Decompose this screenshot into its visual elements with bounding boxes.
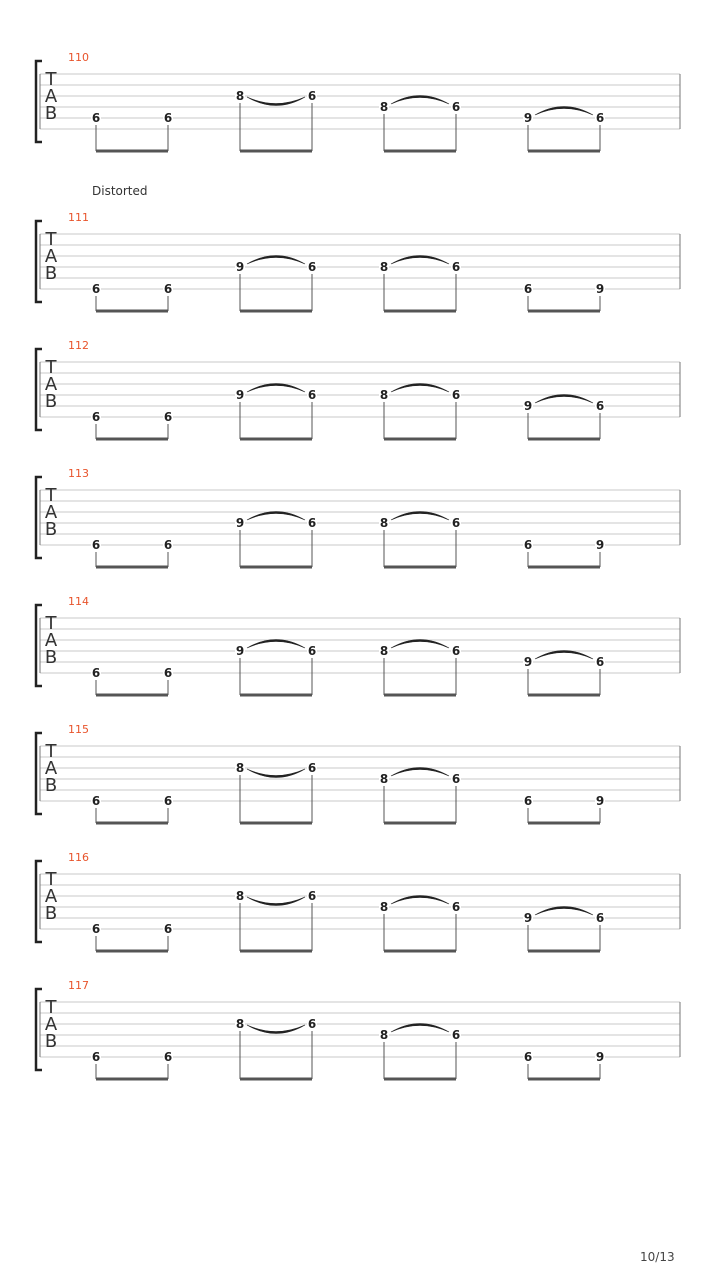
note-beam (384, 1078, 456, 1081)
fret-number: 6 (163, 282, 173, 296)
measure-number: 111 (68, 211, 89, 224)
slur-arc (535, 907, 593, 916)
note-beam (528, 150, 600, 153)
fret-number: 8 (379, 516, 389, 530)
slur-arc (391, 640, 449, 649)
fret-number: 6 (451, 100, 461, 114)
note-beam (384, 310, 456, 313)
slur-arc (247, 256, 305, 265)
fret-number: 6 (91, 538, 101, 552)
note-beam (96, 822, 168, 825)
tab-letter: T (45, 485, 57, 506)
measure-number: 116 (68, 851, 89, 864)
note-beam (240, 950, 312, 953)
note-beam (528, 950, 600, 953)
fret-number: 8 (235, 1017, 245, 1031)
note-beam (384, 150, 456, 153)
page-number: 10/13 (640, 1250, 675, 1264)
slur-arc (247, 512, 305, 521)
note-beam (240, 566, 312, 569)
fret-number: 6 (595, 911, 605, 925)
note-beam (96, 150, 168, 153)
fret-number: 6 (595, 399, 605, 413)
note-beam (528, 1078, 600, 1081)
system-bracket (36, 349, 42, 430)
note-beam (528, 566, 600, 569)
fret-number: 8 (379, 644, 389, 658)
slur-arc (247, 640, 305, 649)
fret-number: 6 (451, 644, 461, 658)
note-beam (96, 1078, 168, 1081)
fret-number: 6 (451, 1028, 461, 1042)
fret-number: 6 (595, 111, 605, 125)
slur-arc (535, 651, 593, 660)
fret-number: 6 (307, 516, 317, 530)
tab-letter: A (44, 502, 58, 523)
tab-letter: B (44, 775, 58, 796)
slur-arc (247, 897, 305, 906)
fret-number: 6 (307, 761, 317, 775)
system-bracket (36, 989, 42, 1070)
fret-number: 9 (523, 111, 533, 125)
slur-arc (247, 97, 305, 106)
fret-number: 8 (379, 388, 389, 402)
fret-number: 9 (595, 794, 605, 808)
tab-letter: B (44, 1031, 58, 1052)
tab-letter: B (44, 519, 58, 540)
fret-number: 6 (307, 889, 317, 903)
note-beam (384, 438, 456, 441)
tab-letter: A (44, 630, 58, 651)
fret-number: 6 (307, 89, 317, 103)
slur-arc (535, 107, 593, 116)
tab-letter: A (44, 758, 58, 779)
tab-letter: A (44, 374, 58, 395)
note-beam (240, 150, 312, 153)
fret-number: 6 (91, 1050, 101, 1064)
system-bracket (36, 477, 42, 558)
fret-number: 8 (379, 260, 389, 274)
fret-number: 6 (307, 644, 317, 658)
fret-number: 6 (595, 655, 605, 669)
tab-letter: T (45, 869, 57, 890)
slur-arc (391, 1024, 449, 1033)
tab-letter: B (44, 263, 58, 284)
fret-number: 6 (523, 1050, 533, 1064)
note-beam (528, 310, 600, 313)
fret-number: 6 (451, 388, 461, 402)
slur-arc (391, 896, 449, 905)
fret-number: 8 (379, 772, 389, 786)
slur-arc (391, 96, 449, 105)
note-beam (240, 1078, 312, 1081)
tab-letter: T (45, 613, 57, 634)
fret-number: 8 (379, 900, 389, 914)
note-beam (384, 950, 456, 953)
slur-arc (391, 256, 449, 265)
tab-letter: B (44, 391, 58, 412)
measure-number: 113 (68, 467, 89, 480)
note-beam (240, 310, 312, 313)
fret-number: 9 (595, 282, 605, 296)
measure-number: 112 (68, 339, 89, 352)
fret-number: 9 (235, 260, 245, 274)
fret-number: 6 (523, 794, 533, 808)
slur-arc (391, 384, 449, 393)
slur-arc (391, 768, 449, 777)
tab-letter: A (44, 86, 58, 107)
note-beam (96, 950, 168, 953)
fret-number: 6 (523, 538, 533, 552)
fret-number: 6 (307, 1017, 317, 1031)
fret-number: 6 (163, 922, 173, 936)
tab-letter: B (44, 647, 58, 668)
fret-number: 6 (307, 388, 317, 402)
tab-letter: A (44, 886, 58, 907)
fret-number: 8 (235, 761, 245, 775)
tab-letter: T (45, 69, 57, 90)
tab-letter: B (44, 903, 58, 924)
fret-number: 9 (523, 399, 533, 413)
measure-number: 114 (68, 595, 89, 608)
tab-letter: T (45, 741, 57, 762)
distorted-annotation: Distorted (92, 184, 148, 198)
fret-number: 8 (235, 889, 245, 903)
fret-number: 6 (451, 772, 461, 786)
system-bracket (36, 61, 42, 142)
note-beam (528, 438, 600, 441)
note-beam (96, 310, 168, 313)
fret-number: 6 (451, 260, 461, 274)
note-beam (96, 694, 168, 697)
measure-number: 117 (68, 979, 89, 992)
note-beam (96, 438, 168, 441)
fret-number: 6 (91, 282, 101, 296)
fret-number: 9 (595, 538, 605, 552)
fret-number: 6 (163, 794, 173, 808)
system-bracket (36, 605, 42, 686)
fret-number: 6 (163, 1050, 173, 1064)
fret-number: 6 (91, 410, 101, 424)
fret-number: 8 (379, 1028, 389, 1042)
note-beam (528, 822, 600, 825)
fret-number: 6 (307, 260, 317, 274)
note-beam (384, 694, 456, 697)
fret-number: 9 (235, 644, 245, 658)
note-beam (240, 438, 312, 441)
fret-number: 6 (91, 922, 101, 936)
fret-number: 6 (91, 111, 101, 125)
tab-letter: T (45, 357, 57, 378)
fret-number: 6 (163, 666, 173, 680)
fret-number: 9 (523, 655, 533, 669)
tab-letter: A (44, 246, 58, 267)
fret-number: 6 (163, 410, 173, 424)
note-beam (240, 822, 312, 825)
system-bracket (36, 221, 42, 302)
fret-number: 6 (163, 538, 173, 552)
note-beam (240, 694, 312, 697)
slur-arc (247, 1025, 305, 1034)
slur-arc (247, 769, 305, 778)
slur-arc (535, 395, 593, 404)
note-beam (384, 822, 456, 825)
fret-number: 9 (523, 911, 533, 925)
fret-number: 8 (235, 89, 245, 103)
measure-number: 110 (68, 51, 89, 64)
fret-number: 6 (523, 282, 533, 296)
system-bracket (36, 733, 42, 814)
tab-letter: T (45, 997, 57, 1018)
note-beam (96, 566, 168, 569)
slur-arc (391, 512, 449, 521)
fret-number: 6 (451, 516, 461, 530)
tab-letter: A (44, 1014, 58, 1035)
fret-number: 9 (595, 1050, 605, 1064)
fret-number: 6 (91, 666, 101, 680)
fret-number: 9 (235, 516, 245, 530)
fret-number: 6 (91, 794, 101, 808)
tab-letter: T (45, 229, 57, 250)
slur-arc (247, 384, 305, 393)
fret-number: 6 (451, 900, 461, 914)
note-beam (528, 694, 600, 697)
fret-number: 8 (379, 100, 389, 114)
fret-number: 6 (163, 111, 173, 125)
system-bracket (36, 861, 42, 942)
note-beam (384, 566, 456, 569)
measure-number: 115 (68, 723, 89, 736)
fret-number: 9 (235, 388, 245, 402)
tab-letter: B (44, 103, 58, 124)
